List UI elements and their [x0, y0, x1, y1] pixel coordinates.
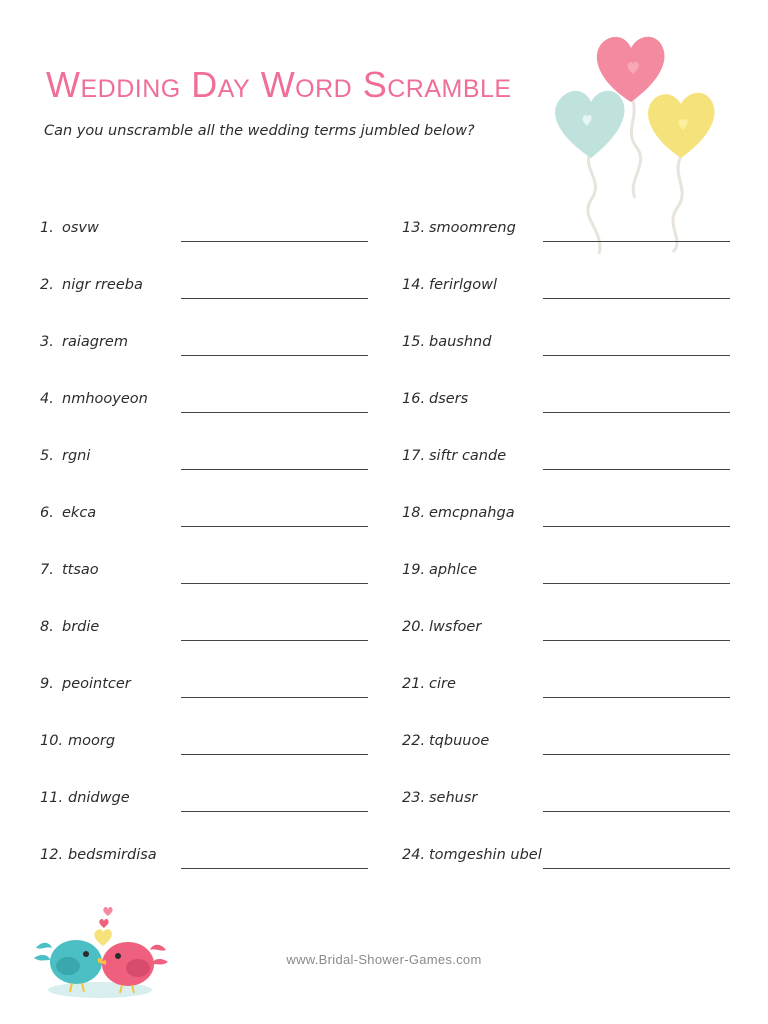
list-item: [402, 505, 732, 562]
scrambled-word: aphlce: [429, 562, 478, 578]
scrambled-word: raiagrem: [62, 334, 128, 350]
scrambled-word: osvw: [62, 220, 99, 236]
love-birds-icon: [28, 900, 173, 1000]
scrambled-word: tqbuuoe: [429, 733, 490, 749]
item-number: 4.: [40, 391, 54, 407]
answer-line[interactable]: [543, 754, 730, 755]
list-item: [402, 448, 732, 505]
answer-line[interactable]: [181, 412, 368, 413]
list-item: [402, 391, 732, 448]
list-item: [402, 220, 732, 277]
scrambled-word: lwsfoer: [429, 619, 482, 635]
list-item: [40, 562, 370, 619]
list-item: [40, 220, 370, 277]
list-item: [40, 847, 370, 904]
item-number: 14.: [402, 277, 426, 293]
answer-line[interactable]: [543, 697, 730, 698]
left-word-list: [40, 220, 370, 904]
answer-line[interactable]: [543, 811, 730, 812]
scrambled-word: peointcer: [62, 676, 131, 692]
right-word-list: [402, 220, 732, 904]
list-item: [40, 619, 370, 676]
item-number: 15.: [402, 334, 426, 350]
item-number: 18.: [402, 505, 426, 521]
scrambled-word: siftr cande: [429, 448, 507, 464]
list-item: [402, 277, 732, 334]
answer-line[interactable]: [181, 754, 368, 755]
page-title: Wedding Day Word Scramble: [46, 64, 512, 105]
item-number: 24.: [402, 847, 426, 863]
scrambled-word: dsers: [429, 391, 469, 407]
answer-line[interactable]: [181, 811, 368, 812]
answer-line[interactable]: [543, 583, 730, 584]
scrambled-word: moorg: [68, 733, 116, 749]
list-item: [40, 733, 370, 790]
scrambled-word: nmhooyeon: [62, 391, 148, 407]
item-number: 13.: [402, 220, 426, 236]
scrambled-word: ttsao: [62, 562, 99, 578]
item-number: 19.: [402, 562, 426, 578]
item-number: 9.: [40, 676, 54, 692]
answer-line[interactable]: [543, 469, 730, 470]
answer-line[interactable]: [543, 412, 730, 413]
list-item: [402, 676, 732, 733]
scrambled-word: baushnd: [429, 334, 492, 350]
list-item: [40, 277, 370, 334]
item-number: 11.: [40, 790, 64, 806]
answer-line[interactable]: [543, 640, 730, 641]
instructions: Can you unscramble all the wedding terms jumbled below?: [44, 123, 475, 139]
item-number: 20.: [402, 619, 426, 635]
item-number: 6.: [40, 505, 54, 521]
item-number: 16.: [402, 391, 426, 407]
item-number: 5.: [40, 448, 54, 464]
answer-line[interactable]: [181, 640, 368, 641]
list-item: [40, 334, 370, 391]
list-item: [40, 448, 370, 505]
scrambled-word: rgni: [62, 448, 91, 464]
item-number: 8.: [40, 619, 54, 635]
list-item: [402, 733, 732, 790]
item-number: 7.: [40, 562, 54, 578]
list-item: [402, 847, 732, 904]
item-number: 23.: [402, 790, 426, 806]
item-number: 22.: [402, 733, 426, 749]
list-item: [402, 562, 732, 619]
answer-line[interactable]: [181, 241, 368, 242]
list-item: [40, 505, 370, 562]
answer-line[interactable]: [181, 526, 368, 527]
answer-line[interactable]: [543, 868, 730, 869]
scrambled-word: tomgeshin ubel: [429, 847, 542, 863]
scrambled-word: cire: [429, 676, 456, 692]
list-item: [40, 676, 370, 733]
list-item: [402, 790, 732, 847]
answer-line[interactable]: [181, 868, 368, 869]
footer-website[interactable]: www.Bridal-Shower-Games.com: [286, 952, 482, 967]
answer-line[interactable]: [543, 526, 730, 527]
answer-line[interactable]: [543, 355, 730, 356]
list-item: [402, 334, 732, 391]
scrambled-word: dnidwge: [68, 790, 130, 806]
scrambled-word: smoomreng: [429, 220, 516, 236]
item-number: 21.: [402, 676, 426, 692]
scrambled-word: sehusr: [429, 790, 478, 806]
scrambled-word: brdie: [62, 619, 100, 635]
answer-line[interactable]: [543, 298, 730, 299]
item-number: 12.: [40, 847, 64, 863]
answer-line[interactable]: [181, 469, 368, 470]
scrambled-word: ferirlgowl: [429, 277, 497, 293]
item-number: 10.: [40, 733, 64, 749]
answer-line[interactable]: [181, 298, 368, 299]
item-number: 1.: [40, 220, 54, 236]
list-item: [40, 790, 370, 847]
list-item: [402, 619, 732, 676]
answer-line[interactable]: [181, 697, 368, 698]
list-item: [40, 391, 370, 448]
scrambled-word: ekca: [62, 505, 97, 521]
answer-line[interactable]: [181, 355, 368, 356]
item-number: 2.: [40, 277, 54, 293]
item-number: 3.: [40, 334, 54, 350]
scrambled-word: nigr rreeba: [62, 277, 143, 293]
item-number: 17.: [402, 448, 426, 464]
answer-line[interactable]: [543, 241, 730, 242]
scrambled-word: bedsmirdisa: [68, 847, 157, 863]
answer-line[interactable]: [181, 583, 368, 584]
scrambled-word: emcpnahga: [429, 505, 515, 521]
